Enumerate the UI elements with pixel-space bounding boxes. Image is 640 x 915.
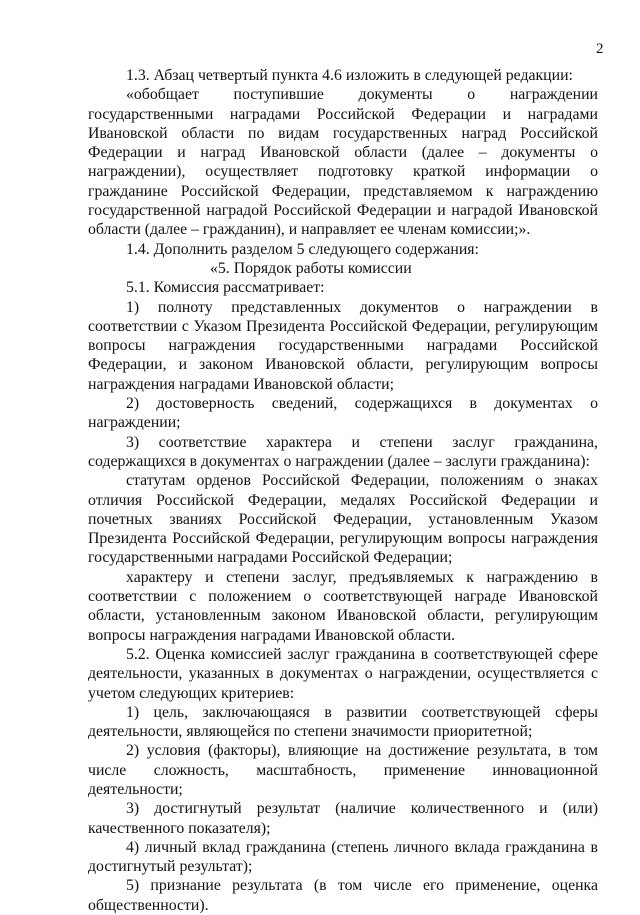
list-item-5-1-3: 3) соответствие характера и степени заслуг гражданина, содержащихся в документах о награждении (далее – заслуги гражданина): bbox=[88, 433, 598, 470]
paragraph-1-4: 1.4. Дополнить разделом 5 следующего содержания: bbox=[126, 240, 479, 258]
sub-item-character: характеру и степени заслуг, предъявляемых к награждению в соответствии с положением о соответствующей награде Ивановской области, установленным законом Ивановской области, регулирующим вопросы награждения наградами Ивановской области. bbox=[88, 568, 598, 644]
paragraph-5-2: 5.2. Оценка комиссией заслуг гражданина в соответствующей сфере деятельности, указанных в документах о награждении, осуществляется с учетом следующих критериев: bbox=[88, 645, 598, 702]
criterion-4: 4) личный вклад гражданина (степень личного вклада гражданина в достигнутый результат); bbox=[88, 838, 598, 876]
criterion-5: 5) признание результата (в том числе его применение, оценка общественности). bbox=[88, 877, 598, 914]
list-item-5-1-1: 1) полноту представленных документов о награждении в соответствии с Указом Президента Российской Федерации, регулирующим вопросы награждения государственными наградами Российской Федерации, и законом Ивановской области, регулирующим вопросы награждения наградами Ивановской области; bbox=[88, 298, 598, 393]
section-heading: «5. Порядок работы комиссии bbox=[210, 259, 412, 277]
paragraph-5-1: 5.1. Комиссия рассматривает: bbox=[126, 279, 325, 297]
criterion-1: 1) цель, заключающаяся в развитии соответствующей сферы деятельности, являющейся по степени значимости приоритетной; bbox=[88, 703, 598, 741]
paragraph-1-3: 1.3. Абзац четвертый пункта 4.6 изложить в следующей редакции: bbox=[126, 67, 573, 84]
page-number: 2 bbox=[596, 41, 604, 57]
criterion-2: 2) условия (факторы), влияющие на достижение результата, в том числе сложность, масштабность, применение инновационной деятельности; bbox=[88, 742, 598, 798]
document-body bbox=[88, 66, 598, 915]
criterion-3: 3) достигнутый результат (наличие количественного и (или) качественного показателя); bbox=[88, 800, 598, 837]
sub-item-statutes: статутам орденов Российской Федерации, положениям о знаках отличия Российской Федерации, медалях Российской Федерации и почетных званиях Российской Федерации, установленным Указом Президента Российской Федерации, регулирующим вопросы награждения государственными наградами Российской Федерации; bbox=[88, 472, 598, 567]
list-item-5-1-2: 2) достоверность сведений, содержащихся в документах о награждении; bbox=[88, 395, 598, 432]
paragraph-quoted-text: «обобщает поступившие документы о награждении государственными наградами Российской Федерации и наградами Ивановской области по видам государственных наград Российской Федерации и наград Ивановской области (далее – документы о награждении), осуществляет подготовку краткой информации о гражданине Российской Федерации, представляемом к награждению государственной наградой Российской Федерации и наградой Ивановской области (далее – гражданин), и направляет ее членам комиссии;». bbox=[88, 86, 598, 239]
